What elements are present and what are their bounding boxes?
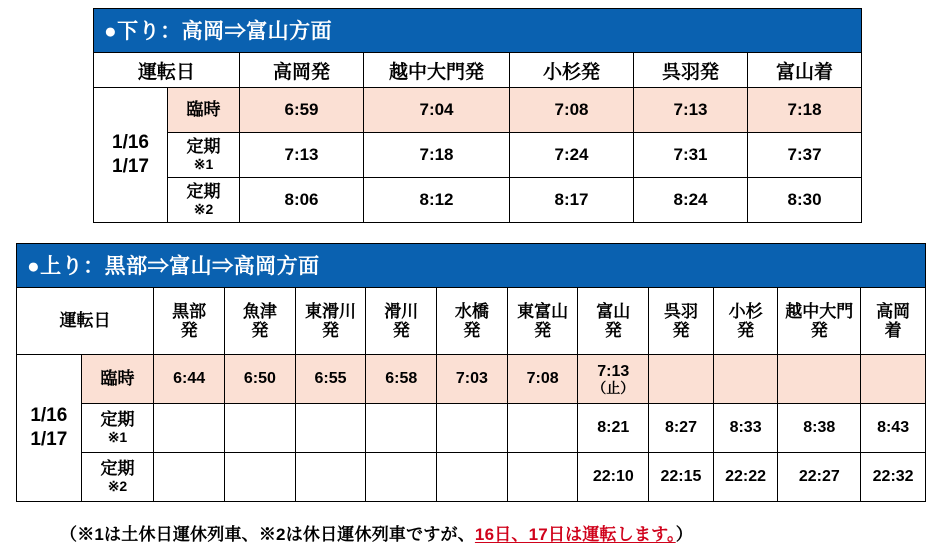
up-col-uozu: 魚津 発 [225,288,296,355]
up-time: 22:15 [649,453,714,502]
down-kind-rinji: 臨時 [168,88,240,133]
up-col-higashinamerikawa: 東滑川 発 [295,288,366,355]
up-time [295,453,366,502]
down-kind-teiki1 [168,133,240,178]
down-time: 7:24 [510,133,634,178]
table-row [17,453,926,502]
down-kind-label: 定期 [186,137,221,157]
up-col-ecchudaimon: 越中大門 発 [778,288,861,355]
up-time-toyama-value: 7:13 [597,362,630,380]
down-col-takaoka: 高岡発 [240,53,364,88]
down-col-day: 運転日 [94,53,240,88]
up-time [154,453,225,502]
up-col-day: 運転日 [17,288,154,355]
up-time [437,453,508,502]
up-time: 7:08 [507,355,578,404]
up-time [778,355,861,404]
down-time: 7:04 [364,88,510,133]
footer-note-part3: ） [675,525,693,544]
down-kind-label: 定期 [186,182,221,202]
up-time: 6:55 [295,355,366,404]
up-time: 22:22 [713,453,778,502]
timetable-up-section [16,243,926,502]
down-kind-teiki2 [168,178,240,223]
up-col-mizuhashi: 水橋 発 [437,288,508,355]
up-time [366,404,437,453]
up-col-kurobe: 黒部 発 [154,288,225,355]
up-time [154,404,225,453]
up-time: 8:33 [713,404,778,453]
timetable-up [16,243,926,502]
down-banner: ●下り：高岡⇒富山方面 [94,9,862,53]
down-col-ecchudaimon: 越中大門発 [364,53,510,88]
up-time [649,355,714,404]
down-time: 6:59 [240,88,364,133]
down-col-kureha: 呉羽発 [634,53,748,88]
up-banner: ●上り：黒部⇒富山⇒高岡方面 [17,244,926,288]
down-day-line1: 1/16 [112,132,149,154]
up-col-higashitoyama: 東富山 発 [507,288,578,355]
table-header-row [94,53,862,88]
up-day-cell [17,355,82,502]
up-col-kureha: 呉羽 発 [649,288,714,355]
footer-note-emphasis: 16日、17日は運転します。 [474,525,676,544]
up-time: 6:58 [366,355,437,404]
up-time: 8:43 [861,404,926,453]
up-time-toyama-note: （止） [592,379,635,396]
up-kind-label: 定期 [100,459,135,479]
up-day-line1: 1/16 [30,405,68,427]
table-banner-row [94,9,862,53]
down-time: 8:30 [748,178,862,223]
up-time: 22:10 [578,453,649,502]
up-col-takaoka: 高岡 着 [861,288,926,355]
down-col-toyama: 富山着 [748,53,862,88]
up-kind-note: ※1 [107,429,128,445]
up-day-line2: 1/17 [30,429,68,450]
up-kind-teiki1 [81,404,154,453]
up-time [295,404,366,453]
up-time [366,453,437,502]
up-col-kosugi: 小杉 発 [713,288,778,355]
down-time: 7:08 [510,88,634,133]
timetable-down [93,8,862,223]
down-time: 7:18 [748,88,862,133]
up-time [225,453,296,502]
footer-note-part1: （※1は土休日運休列車、※2は休日運休列車ですが、 [60,525,475,544]
up-time [507,404,578,453]
footer-note [60,520,693,545]
up-time [861,355,926,404]
up-time [225,404,296,453]
up-col-namerikawa: 滑川 発 [366,288,437,355]
table-header-row [17,288,926,355]
table-row [17,404,926,453]
down-time: 7:13 [240,133,364,178]
up-time [437,404,508,453]
up-time-toyama [578,355,649,404]
up-time: 8:21 [578,404,649,453]
up-time: 8:38 [778,404,861,453]
up-time [713,355,778,404]
up-time: 6:44 [154,355,225,404]
down-time: 8:24 [634,178,748,223]
up-time: 6:50 [225,355,296,404]
up-kind-teiki2 [81,453,154,502]
down-day-line2: 1/17 [112,156,149,177]
up-col-toyama: 富山 発 [578,288,649,355]
table-row [17,355,926,404]
table-banner-row [17,244,926,288]
timetable-down-section [93,8,861,223]
up-time [507,453,578,502]
down-col-kosugi: 小杉発 [510,53,634,88]
down-time: 7:18 [364,133,510,178]
table-row [94,88,862,133]
down-time: 8:06 [240,178,364,223]
down-kind-note: ※2 [193,201,214,217]
down-kind-note: ※1 [193,156,214,172]
up-time: 22:32 [861,453,926,502]
up-time: 8:27 [649,404,714,453]
up-kind-rinji: 臨時 [81,355,154,404]
up-kind-note: ※2 [107,478,128,494]
down-time: 8:17 [510,178,634,223]
up-kind-label: 定期 [100,410,135,430]
down-time: 8:12 [364,178,510,223]
down-time: 7:13 [634,88,748,133]
up-time: 7:03 [437,355,508,404]
table-row [94,178,862,223]
down-time: 7:31 [634,133,748,178]
down-time: 7:37 [748,133,862,178]
table-row [94,133,862,178]
up-time: 22:27 [778,453,861,502]
down-day-cell [94,88,168,223]
